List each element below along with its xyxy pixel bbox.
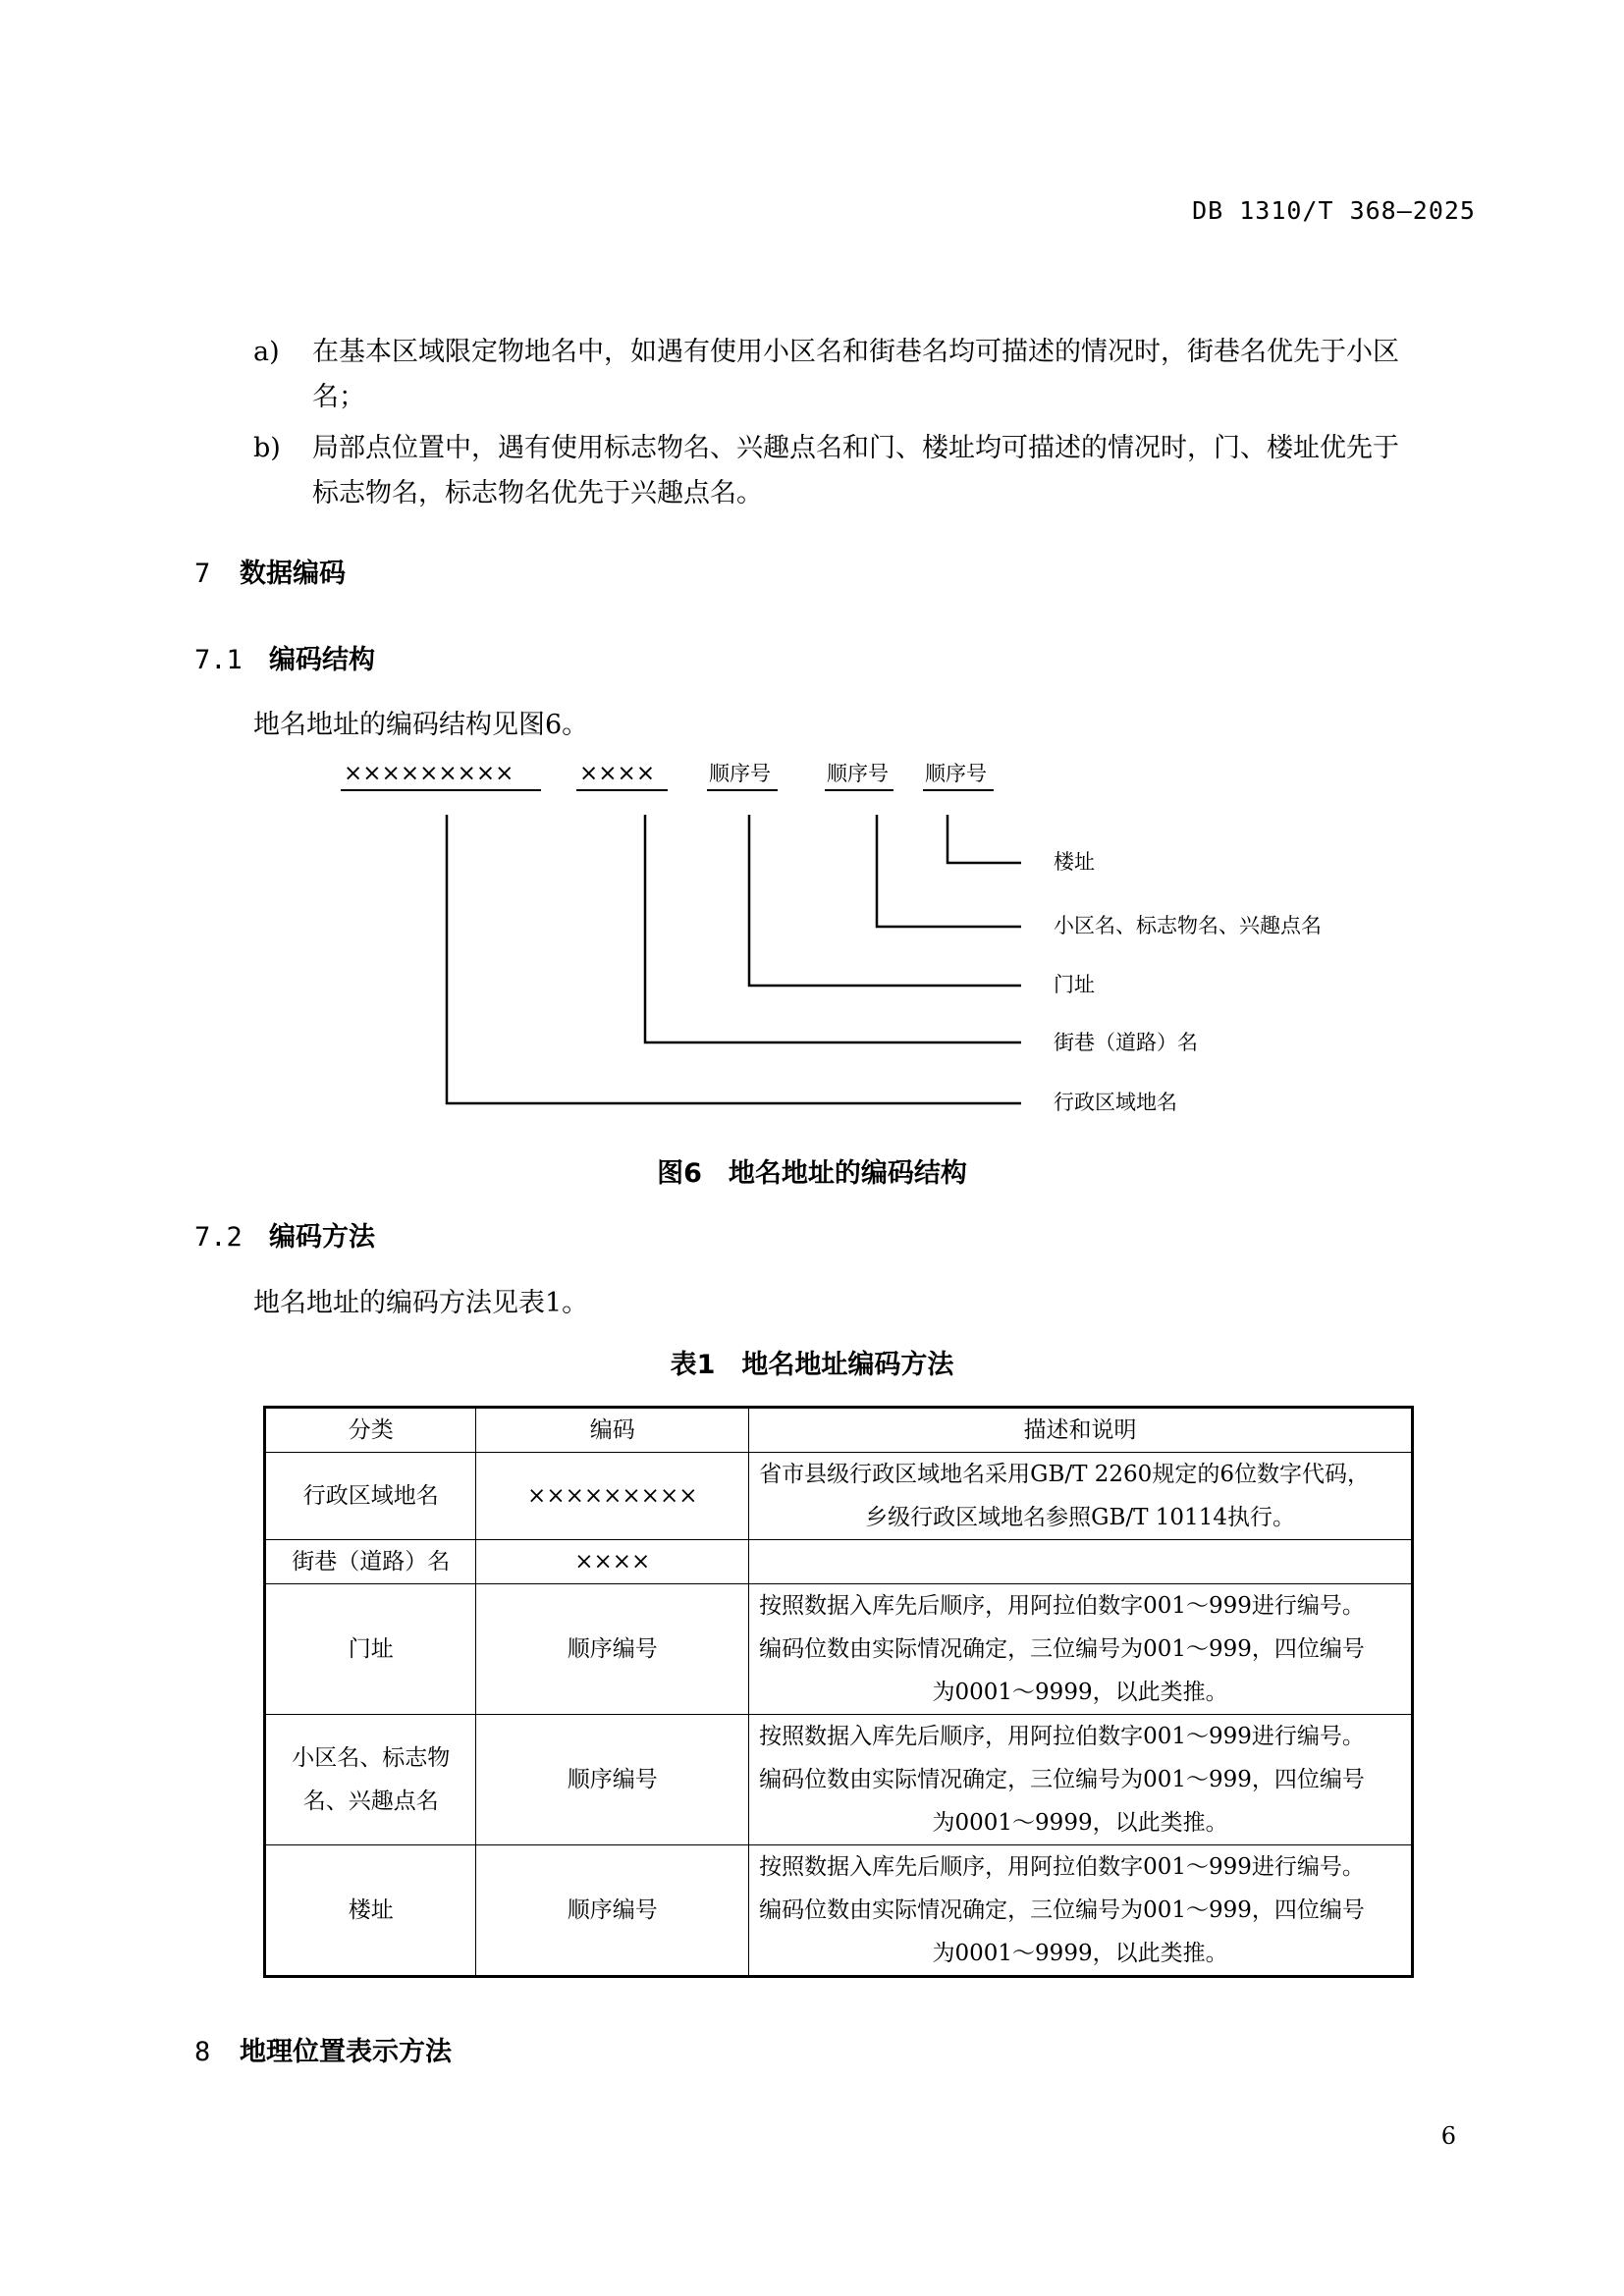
diagram-code-building: 顺序号 [925, 762, 987, 785]
column-header: 编码 [476, 1408, 749, 1453]
cell-code: 顺序编号 [476, 1715, 749, 1845]
section-heading-7 [194, 552, 346, 590]
table-header-row [265, 1408, 1413, 1453]
table-row [265, 1453, 1413, 1540]
diagram-label-street: 街巷（道路）名 [1054, 1031, 1198, 1054]
list-line: 局部点位置中，遇有使用标志物名、兴趣点名和门、楼址均可描述的情况时，门、楼址优先于 [312, 433, 1399, 463]
diagram-label-door: 门址 [1054, 973, 1095, 996]
table-row [265, 1540, 1413, 1584]
list-marker: b) [253, 433, 281, 463]
connector-door [749, 815, 1021, 986]
cell-description: 按照数据入库先后顺序，用阿拉伯数字001～999进行编号。 编码位数由实际情况确定，三位编号为001～999，四位编号 为0001～9999，以此类推。 [749, 1584, 1413, 1715]
cell-code: ×××× [476, 1540, 749, 1584]
section-heading-8 [194, 2030, 452, 2068]
section-heading-7-1 [194, 638, 375, 676]
cell-category: 小区名、标志物 名、兴趣点名 [265, 1715, 476, 1845]
diagram-code-admin: ××××××××× [344, 761, 514, 786]
cell-description: 省市县级行政区域地名采用GB/T 2260规定的6位数字代码， 乡级行政区域地名参照GB/T 10114执行。 [749, 1453, 1413, 1540]
page-number: 6 [1440, 2122, 1456, 2150]
cell-description: 按照数据入库先后顺序，用阿拉伯数字001～999进行编号。 编码位数由实际情况确定，三位编号为001～999，四位编号 为0001～9999，以此类推。 [749, 1715, 1413, 1845]
encoding-method-table [263, 1406, 1414, 1978]
table-caption: 表1 地名地址编码方法 [670, 1350, 954, 1380]
cell-code: 顺序编号 [476, 1845, 749, 1977]
section-title: 数据编码 [240, 559, 346, 589]
connector-building [947, 815, 1021, 863]
section-title: 编码方法 [269, 1222, 375, 1253]
list-item [253, 426, 1481, 516]
cell-category: 街巷（道路）名 [265, 1540, 476, 1584]
diagram-label-admin: 行政区域地名 [1054, 1091, 1177, 1114]
section-title: 编码结构 [269, 645, 375, 675]
diagram-code-community: 顺序号 [827, 762, 889, 785]
cell-description [749, 1540, 1413, 1584]
cell-category: 门址 [265, 1584, 476, 1715]
connector-street [645, 815, 1021, 1042]
diagram-code-street: ×××× [579, 761, 656, 786]
section-number: 8 [194, 2037, 211, 2067]
cell-description: 按照数据入库先后顺序，用阿拉伯数字001～999进行编号。 编码位数由实际情况确定，三位编号为001～999，四位编号 为0001～9999，以此类推。 [749, 1845, 1413, 1977]
list-line: 名； [312, 382, 365, 412]
cell-code: ××××××××× [476, 1453, 749, 1540]
section-7-1-intro: 地名地址的编码结构见图6。 [253, 710, 589, 740]
list-item [253, 330, 1481, 420]
section-number: 7.1 [194, 645, 243, 675]
section-7-2-intro: 地名地址的编码方法见表1。 [253, 1288, 589, 1318]
column-header: 描述和说明 [749, 1408, 1413, 1453]
connector-community [877, 815, 1021, 927]
cell-category: 行政区域地名 [265, 1453, 476, 1540]
column-header: 分类 [265, 1408, 476, 1453]
document-code: DB 1310/T 368—2025 [1192, 196, 1476, 225]
connector-admin [447, 815, 1021, 1103]
section-number: 7.2 [194, 1222, 243, 1253]
list-line: 在基本区域限定物地名中，如遇有使用小区名和街巷名均可描述的情况时，街巷名优先于小区 [312, 337, 1399, 367]
section-heading-7-2 [194, 1215, 375, 1254]
table-row [265, 1715, 1413, 1845]
priority-list [253, 330, 1481, 516]
figure-caption: 图6 地名地址的编码结构 [657, 1158, 967, 1189]
cell-category: 楼址 [265, 1845, 476, 1977]
list-marker: a) [253, 337, 280, 367]
section-number: 7 [194, 559, 211, 589]
list-line: 标志物名，标志物名优先于兴趣点名。 [312, 478, 763, 508]
diagram-code-door: 顺序号 [709, 762, 771, 785]
table-row [265, 1845, 1413, 1977]
diagram-label-community: 小区名、标志物名、兴趣点名 [1054, 914, 1322, 937]
section-title: 地理位置表示方法 [240, 2037, 452, 2067]
diagram-label-building: 楼址 [1054, 850, 1095, 874]
table-row [265, 1584, 1413, 1715]
cell-code: 顺序编号 [476, 1584, 749, 1715]
